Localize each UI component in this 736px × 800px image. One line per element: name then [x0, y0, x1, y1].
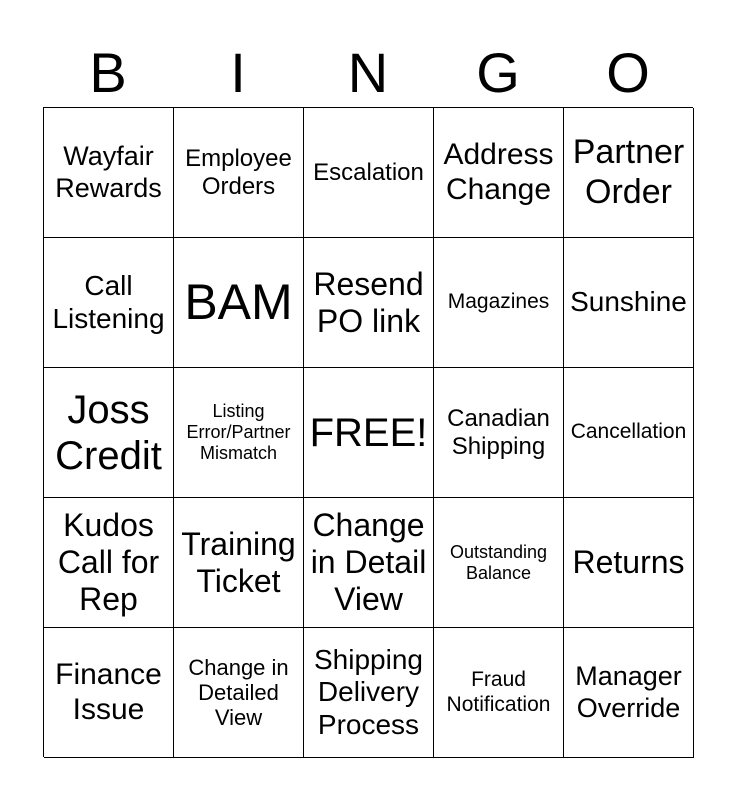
- bingo-cell[interactable]: Change in Detail View: [304, 498, 434, 628]
- header-letter-i: I: [230, 41, 246, 104]
- bingo-cell[interactable]: Employee Orders: [174, 108, 304, 238]
- bingo-cell[interactable]: Kudos Call for Rep: [44, 498, 174, 628]
- bingo-cell[interactable]: BAM: [174, 238, 304, 368]
- bingo-cell free-space[interactable]: FREE!: [304, 368, 434, 498]
- bingo-cell[interactable]: Address Change: [434, 108, 564, 238]
- bingo-cell[interactable]: Cancellation: [564, 368, 694, 498]
- bingo-cell[interactable]: Sunshine: [564, 238, 694, 368]
- bingo-cell[interactable]: Change in Detailed View: [174, 628, 304, 758]
- header-letter-b: B: [89, 41, 127, 104]
- bingo-cell[interactable]: Magazines: [434, 238, 564, 368]
- bingo-cell[interactable]: Fraud Notification: [434, 628, 564, 758]
- bingo-cell[interactable]: Joss Credit: [44, 368, 174, 498]
- bingo-cell[interactable]: Training Ticket: [174, 498, 304, 628]
- bingo-cell[interactable]: Manager Override: [564, 628, 694, 758]
- header-letter-g: G: [476, 41, 520, 104]
- bingo-cell[interactable]: Wayfair Rewards: [44, 108, 174, 238]
- bingo-cell[interactable]: Shipping Delivery Process: [304, 628, 434, 758]
- header-letter-o: O: [606, 41, 650, 104]
- bingo-cell[interactable]: Call Listening: [44, 238, 174, 368]
- bingo-cell[interactable]: Canadian Shipping: [434, 368, 564, 498]
- bingo-cell[interactable]: Escalation: [304, 108, 434, 238]
- bingo-cell[interactable]: Listing Error/Partner Mismatch: [174, 368, 304, 498]
- bingo-cell[interactable]: Outstanding Balance: [434, 498, 564, 628]
- bingo-board: [43, 107, 693, 757]
- header-letter-n: N: [347, 41, 389, 104]
- bingo-header: [43, 40, 693, 106]
- bingo-cell[interactable]: Partner Order: [564, 108, 694, 238]
- bingo-cell[interactable]: Returns: [564, 498, 694, 628]
- bingo-cell[interactable]: Resend PO link: [304, 238, 434, 368]
- bingo-cell[interactable]: Finance Issue: [44, 628, 174, 758]
